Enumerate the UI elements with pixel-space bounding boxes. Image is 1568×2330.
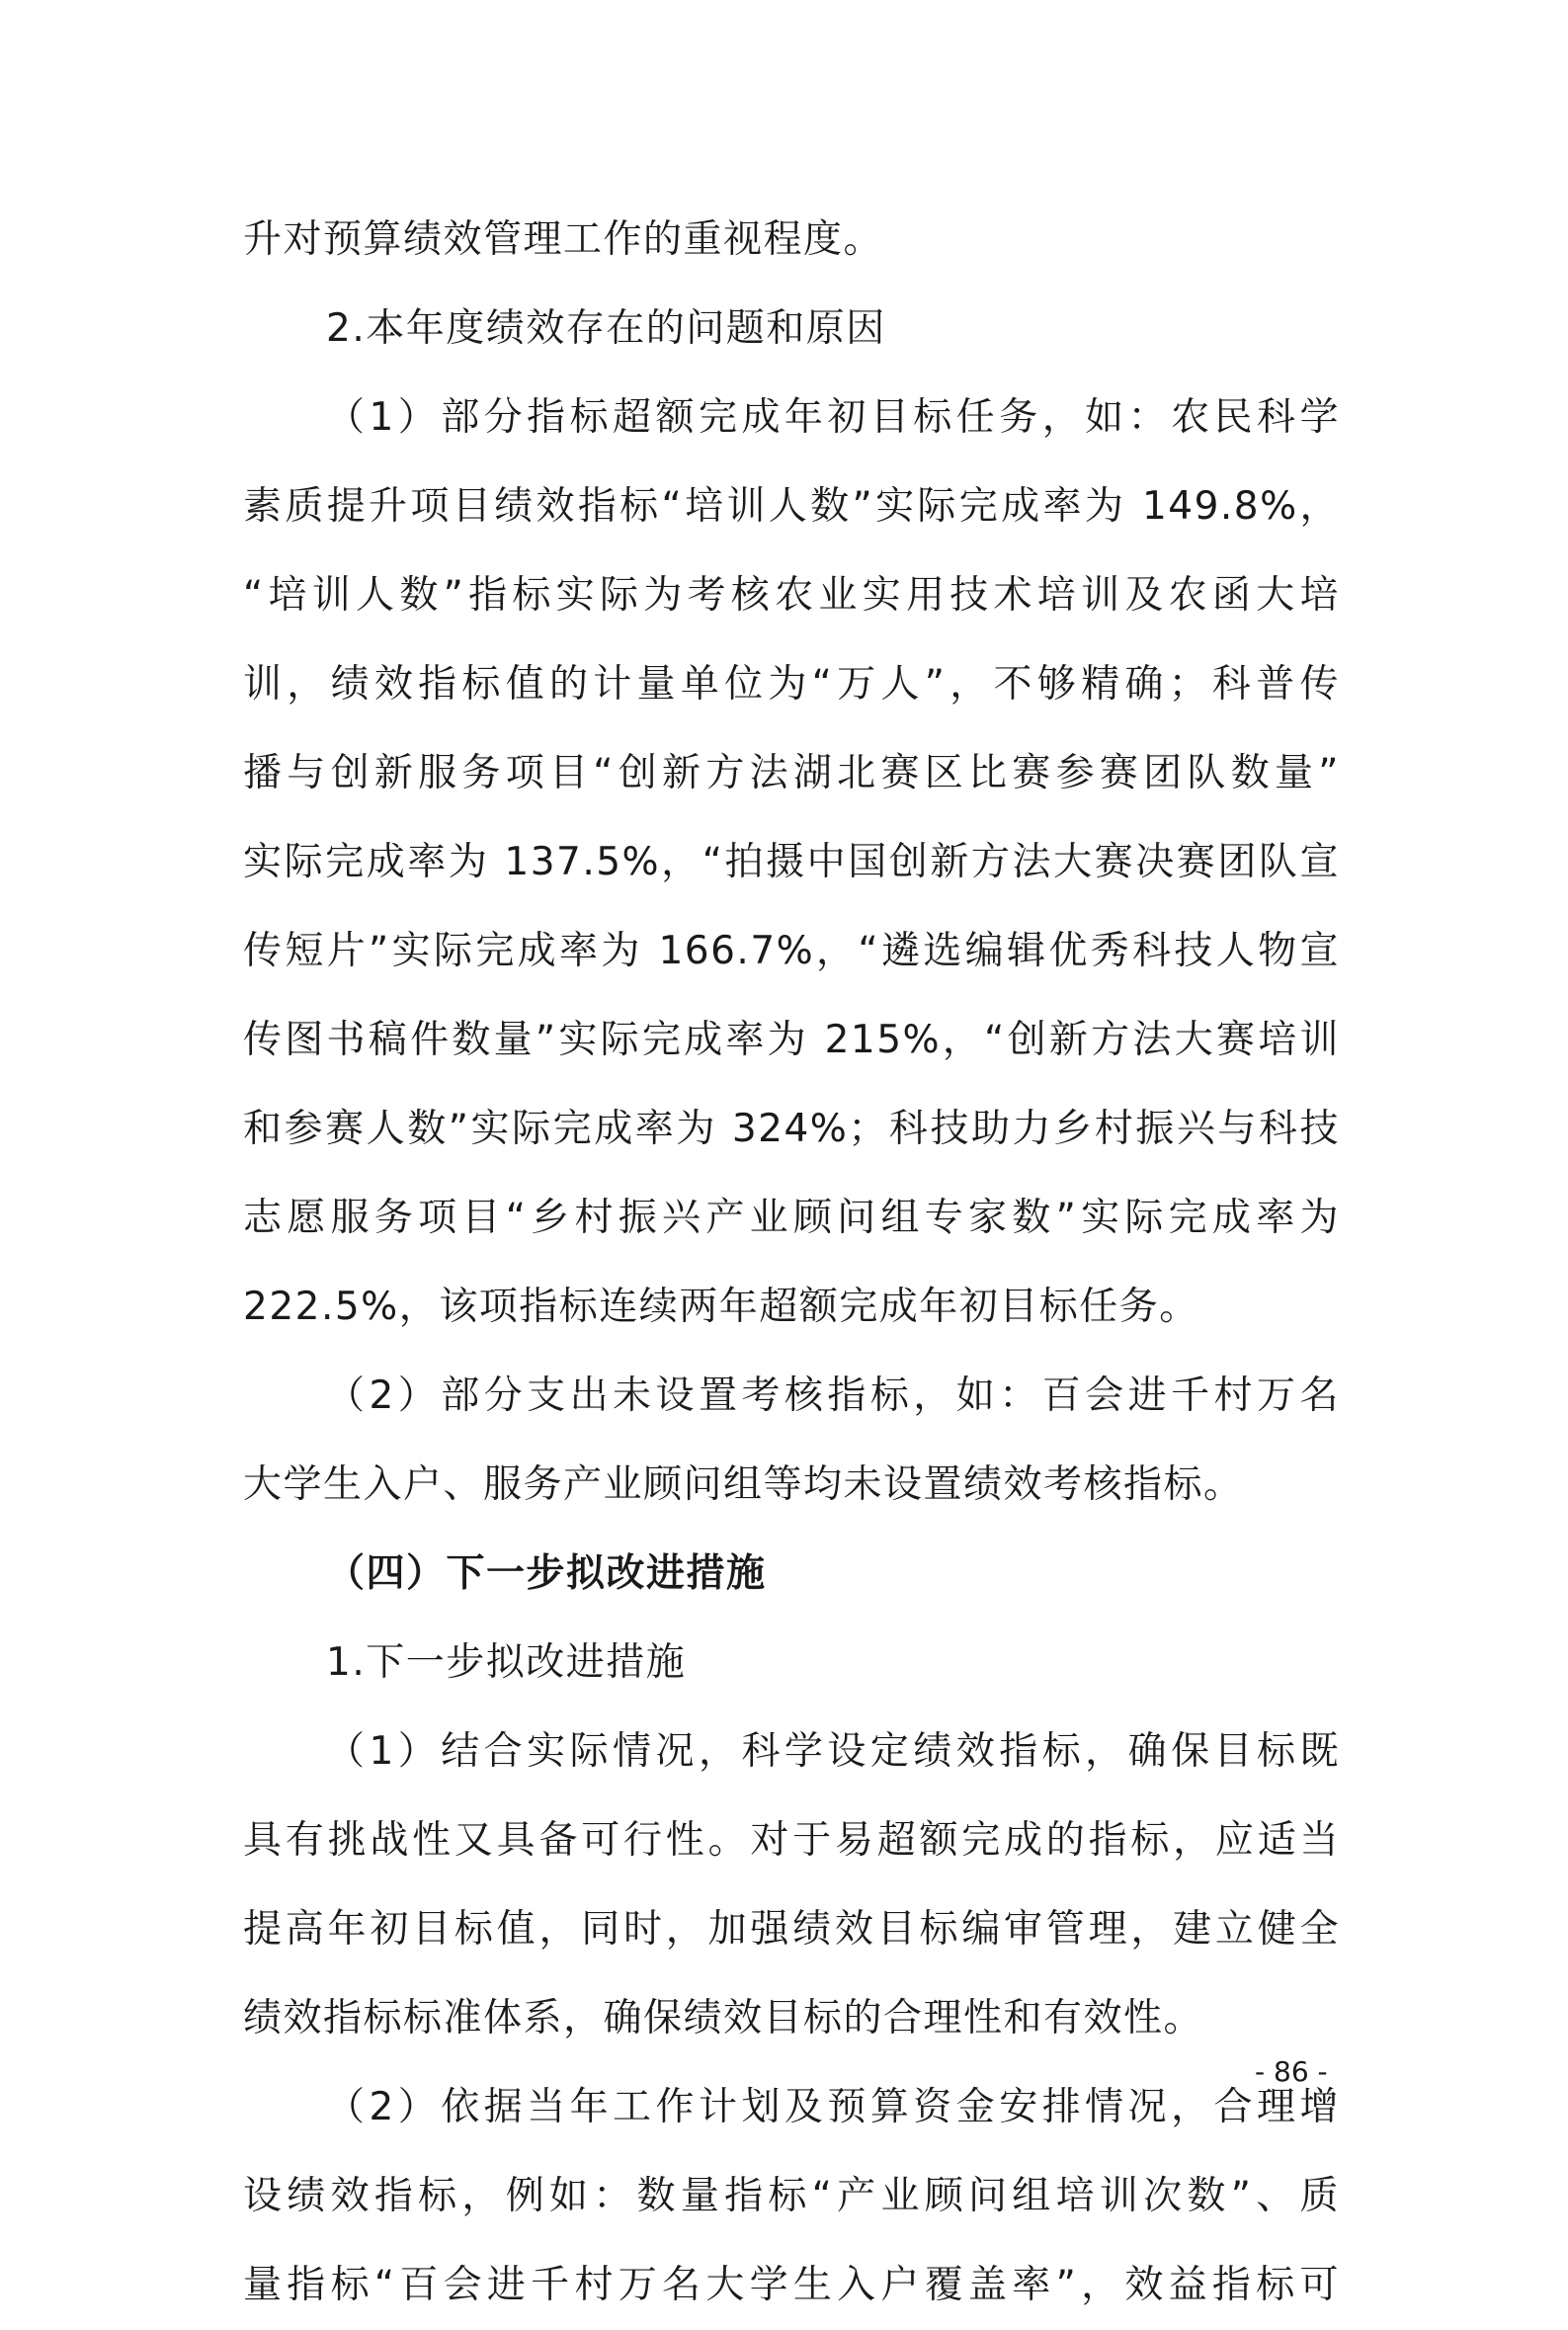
page-number: - 86 - — [1255, 2055, 1328, 2088]
text-line: 222.5%，该项指标连续两年超额完成年初目标任务。 — [243, 1285, 1199, 1329]
text-line: （1）结合实际情况，科学设定绩效指标，确保目标既 — [326, 1729, 1340, 1774]
text-line: 传短片”实际完成率为 166.7%，“遴选编辑优秀科技人物宣 — [243, 929, 1340, 973]
text-line: 播与创新服务项目“创新方法湖北赛区比赛参赛团队数量” — [243, 751, 1340, 795]
text-line: 1.下一步拟改进措施 — [326, 1640, 687, 1685]
text-line: 绩效指标标准体系，确保绩效目标的合理性和有效性。 — [243, 1996, 1204, 2040]
text-line: （2）依据当年工作计划及预算资金安排情况，合理增 — [326, 2085, 1340, 2129]
text-line: 传图书稿件数量”实际完成率为 215%，“创新方法大赛培训 — [243, 1018, 1340, 1062]
section-heading: （四）下一步拟改进措施 — [326, 1551, 767, 1596]
text-line: 和参赛人数”实际完成率为 324%；科技助力乡村振兴与科技 — [243, 1107, 1340, 1151]
document-body — [243, 196, 1340, 2330]
text-line: “培训人数”指标实际为考核农业实用技术培训及农函大培 — [243, 573, 1340, 618]
text-line: 设绩效指标，例如：数量指标“产业顾问组培训次数”、质 — [243, 2174, 1340, 2218]
text-line: 量指标“百会进千村万名大学生入户覆盖率”，效益指标可 — [243, 2263, 1340, 2307]
text-line: 训，绩效指标值的计量单位为“万人”，不够精确；科普传 — [243, 662, 1340, 707]
text-line: 大学生入户、服务产业顾问组等均未设置绩效考核指标。 — [243, 1462, 1244, 1507]
text-line: 志愿服务项目“乡村振兴产业顾问组专家数”实际完成率为 — [243, 1196, 1340, 1240]
text-line: （1）部分指标超额完成年初目标任务，如：农民科学 — [326, 395, 1340, 440]
text-line: 素质提升项目绩效指标“培训人数”实际完成率为 149.8%， — [243, 484, 1340, 529]
text-line: 具有挑战性又具备可行性。对于易超额完成的指标，应适当 — [243, 1818, 1340, 1863]
text-line: 2.本年度绩效存在的问题和原因 — [326, 306, 886, 351]
text-line: 升对预算绩效管理工作的重视程度。 — [243, 217, 884, 262]
text-line: 实际完成率为 137.5%，“拍摄中国创新方法大赛决赛团队宣 — [243, 840, 1340, 884]
text-line: （2）部分支出未设置考核指标，如：百会进千村万名 — [326, 1373, 1340, 1418]
text-line: 提高年初目标值，同时，加强绩效目标编审管理，建立健全 — [243, 1907, 1340, 1952]
